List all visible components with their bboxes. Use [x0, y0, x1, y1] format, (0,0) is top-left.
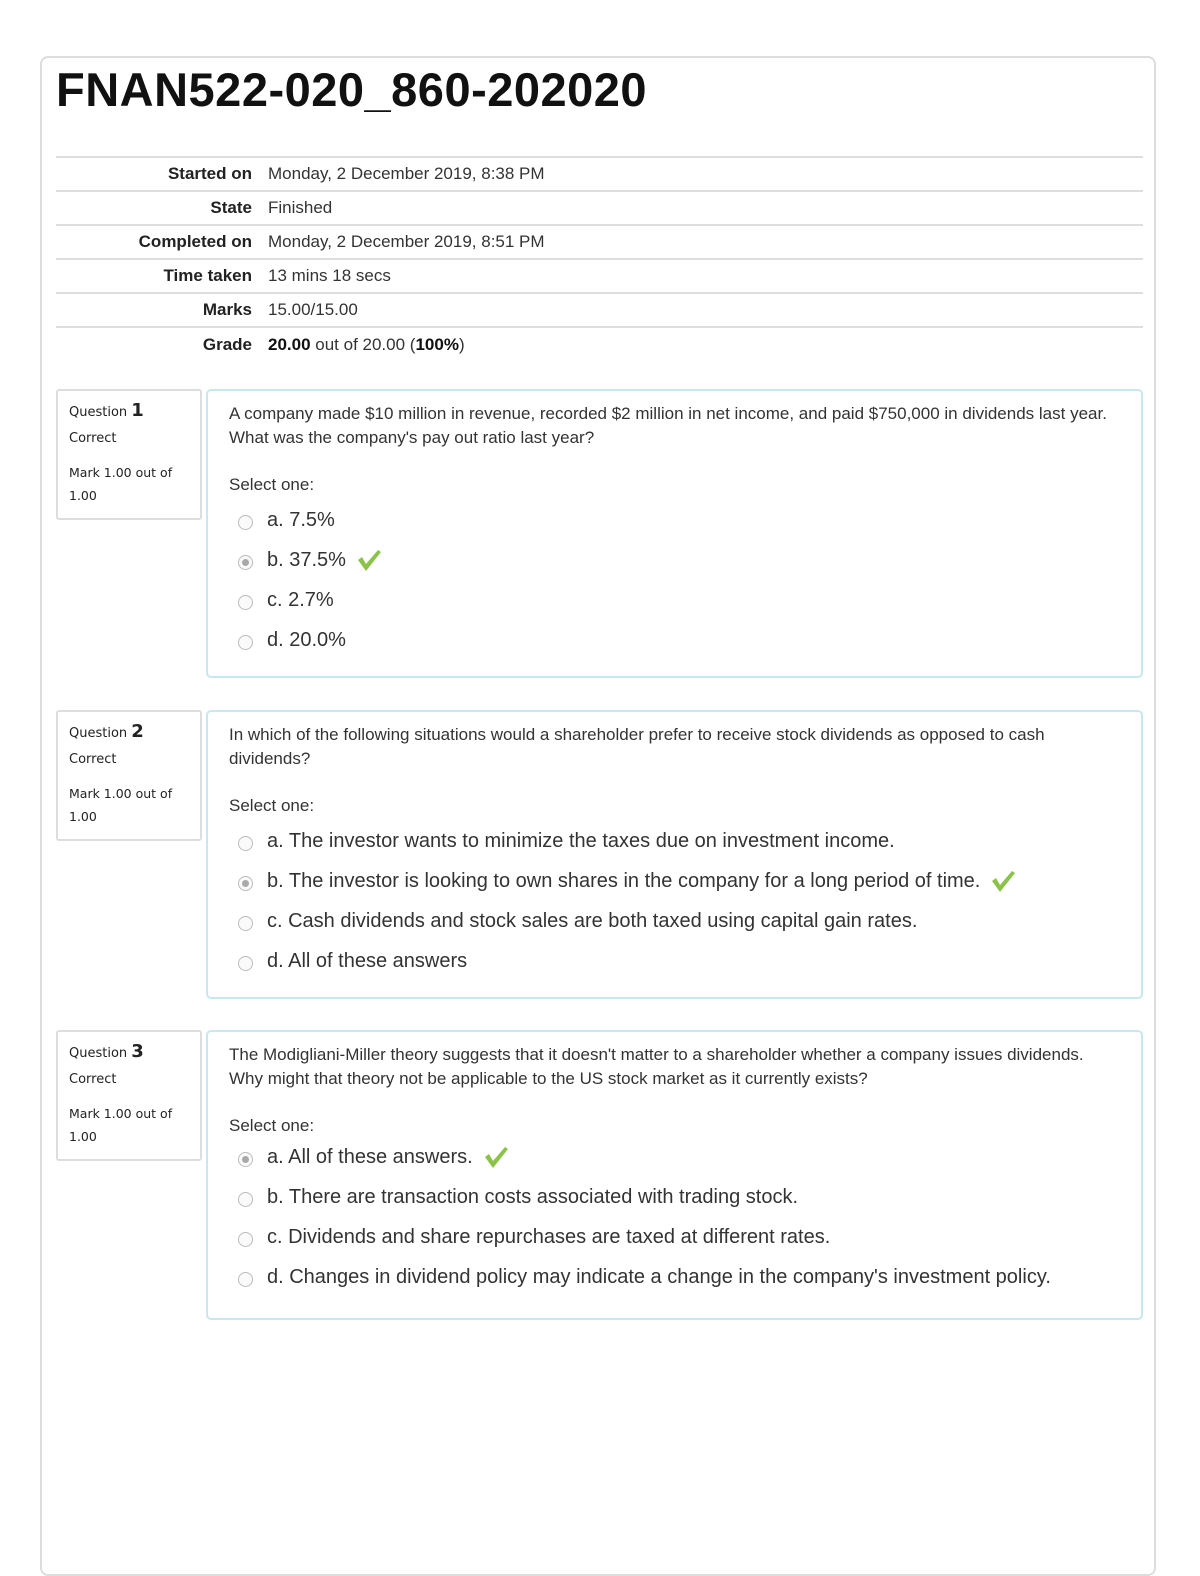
question-number [69, 1042, 190, 1064]
answer-option-a[interactable] [229, 821, 1121, 861]
summary-label: Time taken [163, 266, 252, 285]
summary-row-state [56, 191, 1143, 225]
answer-label: c. Dividends and share repurchases are taxed at different rates. [267, 1225, 831, 1248]
radio-button[interactable] [238, 635, 253, 650]
grade-score: 20.00 [268, 334, 311, 354]
question-number-value: 2 [131, 721, 144, 742]
question-content [206, 389, 1143, 678]
grade-percent: 100% [415, 334, 459, 354]
summary-row-time-taken [56, 259, 1143, 293]
answer-option-a[interactable] [229, 1137, 1121, 1177]
summary-value: Monday, 2 December 2019, 8:38 PM [268, 164, 545, 183]
question-mark: Mark 1.00 out of 1.00 [69, 465, 173, 503]
question-mark: Mark 1.00 out of 1.00 [69, 1106, 173, 1144]
radio-button[interactable] [238, 956, 253, 971]
page-title: FNAN522-020_860-202020 [56, 63, 648, 116]
radio-button-selected[interactable] [238, 555, 253, 570]
radio-button[interactable] [238, 916, 253, 931]
check-icon [483, 1144, 509, 1170]
grade-close: ) [458, 334, 465, 354]
summary-label: Grade [202, 334, 252, 354]
question-text: The Modigliani-Miller theory suggests that it doesn't matter to a shareholder whether a company issues dividends. Why might that theory not be applicable to the US stock market as it currently exists? [229, 1045, 1084, 1088]
summary-label: Started on [167, 164, 252, 183]
answer-label: d. All of these answers [267, 949, 468, 972]
answer-label: b. The investor is looking to own shares in the company for a long period of time. [267, 869, 981, 892]
answer-option-a[interactable] [229, 500, 1121, 540]
answer-option-c[interactable] [229, 1217, 1121, 1257]
answer-label: a. The investor wants to minimize the taxes due on investment income. [267, 829, 895, 852]
radio-button[interactable] [238, 836, 253, 851]
answer-option-b[interactable] [229, 540, 1121, 580]
question-number [69, 722, 190, 744]
answer-option-b[interactable] [229, 861, 1121, 901]
answer-option-d[interactable] [229, 620, 1121, 660]
grade-out-of: out of 20.00 ( [310, 334, 416, 354]
summary-value: Finished [268, 198, 333, 217]
answer-list [229, 1137, 1121, 1297]
radio-button-selected[interactable] [238, 1152, 253, 1167]
answer-label: d. 20.0% [267, 628, 346, 651]
question-state: Correct [69, 1072, 117, 1087]
answer-label: b. 37.5% [267, 548, 346, 571]
check-icon [990, 868, 1016, 894]
summary-value: 15.00/15.00 [268, 300, 358, 319]
answer-option-c[interactable] [229, 901, 1121, 941]
question-number-value: 3 [131, 1041, 144, 1062]
attempt-summary-table [56, 156, 1143, 361]
summary-row-completed-on [56, 225, 1143, 259]
question-number-value: 1 [131, 400, 144, 421]
radio-button[interactable] [238, 595, 253, 610]
radio-button-selected[interactable] [238, 876, 253, 891]
answer-list [229, 821, 1121, 981]
answer-label: d. Changes in dividend policy may indicate a change in the company's investment policy. [267, 1265, 1051, 1288]
answer-label: c. Cash dividends and stock sales are both taxed using capital gain rates. [267, 909, 918, 932]
select-one-label: Select one: [229, 1116, 315, 1135]
summary-value [268, 327, 1143, 361]
answer-option-d[interactable] [229, 1257, 1121, 1297]
question-state: Correct [69, 431, 117, 446]
question-mark: Mark 1.00 out of 1.00 [69, 786, 173, 824]
summary-label: State [210, 198, 252, 217]
summary-label: Marks [202, 300, 252, 319]
radio-button[interactable] [238, 1232, 253, 1247]
answer-list [229, 500, 1121, 660]
question-text: In which of the following situations would a shareholder prefer to receive stock dividends as opposed to cash dividends? [229, 725, 1045, 768]
answer-option-c[interactable] [229, 580, 1121, 620]
question-text: A company made $10 million in revenue, recorded $2 million in net income, and paid $750,000 in dividends last year. What was the company's pay out ratio last year? [229, 404, 1107, 447]
question-info-panel [56, 710, 202, 841]
answer-option-b[interactable] [229, 1177, 1121, 1217]
question-prefix: Question [69, 1046, 132, 1061]
answer-option-d[interactable] [229, 941, 1121, 981]
summary-value: 13 mins 18 secs [268, 266, 391, 285]
summary-row-started-on [56, 157, 1143, 191]
summary-row-marks [56, 293, 1143, 327]
radio-button[interactable] [238, 1272, 253, 1287]
answer-label: a. 7.5% [267, 508, 335, 531]
answer-label: b. There are transaction costs associated with trading stock. [267, 1185, 799, 1208]
select-one-label: Select one: [229, 475, 315, 494]
question-prefix: Question [69, 405, 132, 420]
question-state: Correct [69, 752, 117, 767]
check-icon [356, 547, 382, 573]
question-content [206, 710, 1143, 999]
radio-button[interactable] [238, 515, 253, 530]
question-info-panel [56, 1030, 202, 1161]
select-one-label: Select one: [229, 796, 315, 815]
summary-value: Monday, 2 December 2019, 8:51 PM [268, 232, 545, 251]
question-number [69, 401, 190, 423]
radio-button[interactable] [238, 1192, 253, 1207]
summary-label: Completed on [138, 232, 252, 251]
summary-row-grade [56, 327, 1143, 361]
answer-label: c. 2.7% [267, 588, 334, 611]
question-content [206, 1030, 1143, 1320]
answer-label: a. All of these answers. [267, 1145, 473, 1168]
question-info-panel [56, 389, 202, 520]
question-prefix: Question [69, 726, 132, 741]
